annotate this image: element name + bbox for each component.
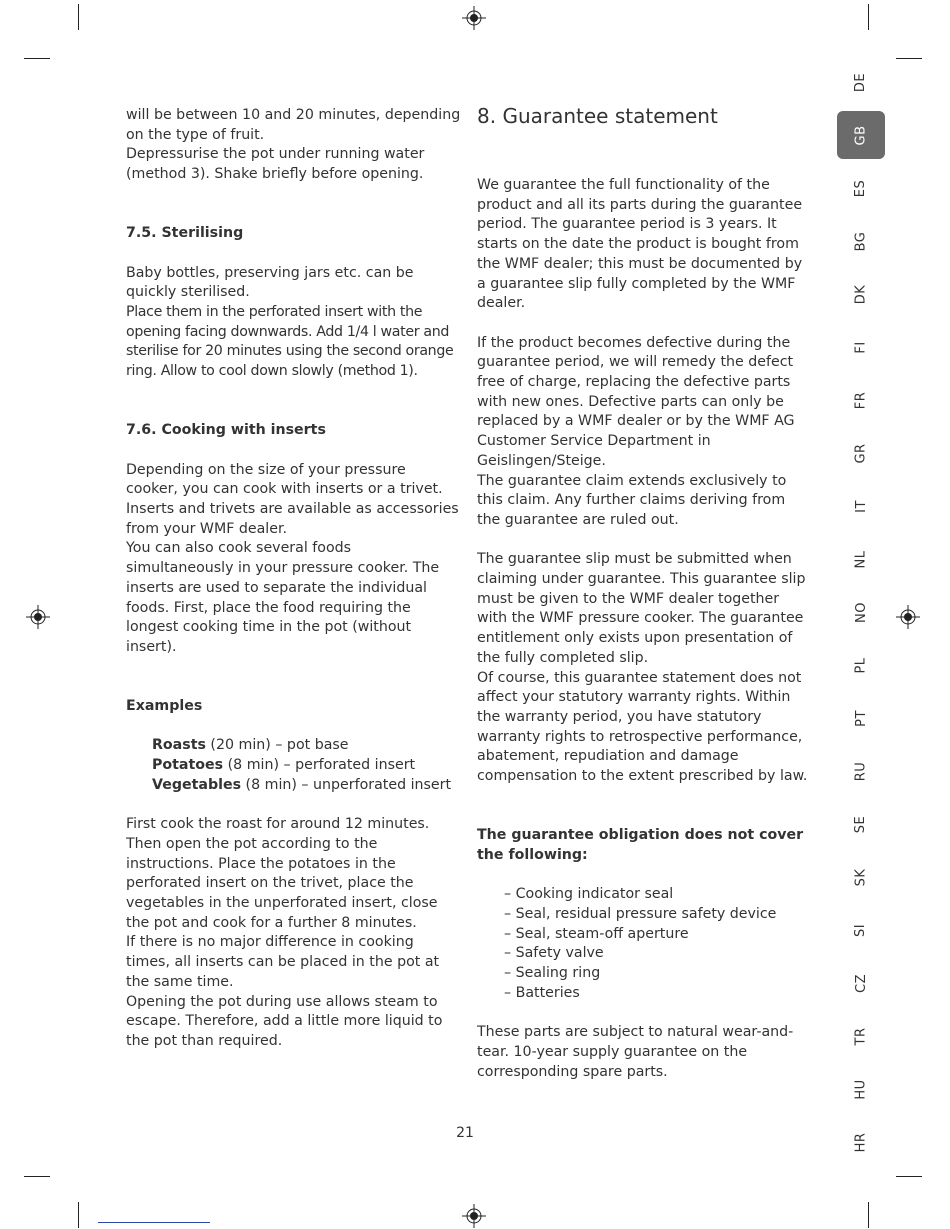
tab-language-gr[interactable]: GR (853, 442, 869, 464)
list-item: – Seal, residual pressure safety device (504, 905, 777, 922)
tab-language-si[interactable]: SI (853, 923, 869, 937)
list-item: – Batteries (504, 984, 580, 1001)
example-item-name: Roasts (152, 737, 206, 754)
left-column (126, 106, 461, 1052)
crop-mark (896, 58, 922, 59)
intro-paragraph: Depressurise the pot under running water (method 3). Shake briefly before opening. (126, 146, 425, 183)
tab-language-nl[interactable]: NL (853, 550, 869, 568)
example-item-name: Potatoes (152, 757, 224, 774)
paragraph: The guarantee claim extends exclusively to this claim. Any further claims deriving from the guarantee are ruled out. (477, 472, 787, 528)
tab-language-cz[interactable]: CZ (853, 973, 869, 993)
registration-mark-icon (896, 605, 920, 629)
registration-mark-icon (462, 6, 486, 30)
paragraph: Of course, this guarantee statement does not affect your statutory warranty rights. Within the warranty period, you have statutory warranty rights to retrospective performance, abatement, repudiation and damage compensation to the extent prescribed by law. (477, 669, 808, 785)
page-number: 21 (456, 1125, 474, 1141)
list-item: – Safety valve (504, 945, 604, 962)
tab-language-hu[interactable]: HU (853, 1078, 869, 1100)
tab-language-fi[interactable]: FI (853, 340, 869, 354)
registration-mark-icon (462, 1204, 486, 1228)
tab-language-pt[interactable]: PT (853, 709, 869, 727)
paragraph: First cook the roast for around 12 minutes. Then open the pot according to the instructions. Place the potatoes in the perforated insert on the trivet, place the vegetables in the unperforated insert, close the pot and cook for a further 8 minutes. (126, 816, 438, 931)
list-item: – Cooking indicator seal (504, 886, 674, 903)
paragraph: Opening the pot during use allows steam to escape. Therefore, add a little more liquid to the pot than required. (126, 993, 443, 1049)
crop-mark (78, 4, 79, 30)
paragraph: These parts are subject to natural wear-and-tear. 10-year supply guarantee on the corresponding spare parts. (477, 1024, 794, 1080)
example-item-detail: (8 min) – unperforated insert (241, 776, 452, 793)
right-column (477, 106, 812, 1082)
bottom-rule (98, 1222, 210, 1223)
tab-language-dk[interactable]: DK (853, 284, 869, 304)
paragraph: If there is no major difference in cooking times, all inserts can be placed in the pot at the same time. (126, 934, 440, 990)
example-item (126, 756, 461, 776)
example-item-name: Vegetables (152, 776, 242, 793)
tab-language-bg[interactable]: BG (853, 231, 869, 251)
crop-mark (896, 1176, 922, 1177)
tab-language-fr[interactable]: FR (853, 391, 869, 409)
example-item (126, 736, 461, 756)
list-item: – Sealing ring (504, 965, 601, 982)
section-heading-cooking-inserts: 7.6. Cooking with inserts (126, 422, 326, 439)
example-item-detail: (8 min) – perforated insert (223, 757, 416, 774)
tab-language-no[interactable]: NO (853, 601, 869, 623)
paragraph: Depending on the size of your pressure cooker, you can cook with inserts or a trivet. Inserts and trivets are available as accessories from your WMF dealer. (126, 461, 459, 537)
crop-mark (24, 58, 50, 59)
registration-mark-icon (26, 605, 50, 629)
examples-heading: Examples (126, 698, 203, 715)
tab-language-it[interactable]: IT (853, 499, 869, 513)
crop-mark (24, 1176, 50, 1177)
crop-mark (868, 4, 869, 30)
tab-language-de[interactable]: DE (853, 72, 869, 92)
paragraph: We guarantee the full functionality of the product and all its parts during the guarantee period. The guarantee period is 3 years. It starts on the date the product is bought from the WMF dealer; this must be documented by a guarantee slip fully completed by the WMF dealer. (477, 177, 803, 312)
tab-language-se[interactable]: SE (853, 815, 869, 833)
paragraph: If the product becomes defective during the guarantee period, we will remedy the defect free of charge, replacing the defective parts with new ones. Defective parts can only be replaced by a WMF dealer or by the WMF AG Customer Service Department in Geislingen/Steige. (477, 334, 795, 469)
page-title: 8. Guarantee statement (477, 104, 718, 128)
crop-mark (78, 1202, 79, 1228)
tab-language-tr[interactable]: TR (853, 1027, 869, 1045)
tab-language-gb[interactable]: GB (837, 111, 885, 159)
tab-language-sk[interactable]: SK (853, 868, 869, 886)
tab-language-ru[interactable]: RU (853, 761, 869, 781)
intro-paragraph: will be between 10 and 20 minutes, depending on the type of fruit. (126, 107, 461, 143)
crop-mark (868, 1202, 869, 1228)
tab-language-es[interactable]: ES (853, 179, 869, 197)
section-heading-sterilising: 7.5. Sterilising (126, 225, 244, 242)
example-item-detail: (20 min) – pot base (205, 737, 349, 754)
list-item: – Seal, steam-off aperture (504, 925, 689, 942)
paragraph: You can also cook several foods simultaneously in your pressure cooker. The inserts are used to separate the individual foods. First, place the food requiring the longest cooking time in the pot (without insert). (126, 540, 440, 655)
paragraph: Baby bottles, preserving jars etc. can be quickly sterilised. (126, 264, 414, 301)
tab-language-pl[interactable]: PL (853, 656, 869, 674)
paragraph: The guarantee slip must be submitted when claiming under guarantee. This guarantee slip must be given to the WMF dealer together with the WMF pressure cooker. The guarantee entitlement only exists upon presentation of the fully completed slip. (477, 551, 806, 666)
paragraph: Place them in the perforated insert with the opening facing downwards. Add 1/4 l water and sterilise for 20 minutes using the second orange ring. Allow to cool down slowly (method 1). (126, 304, 454, 380)
obligation-heading: The guarantee obligation does not cover the following: (477, 827, 804, 863)
tab-language-hr[interactable]: HR (853, 1132, 869, 1152)
example-item (126, 776, 461, 796)
exclusions-list (477, 885, 812, 1003)
